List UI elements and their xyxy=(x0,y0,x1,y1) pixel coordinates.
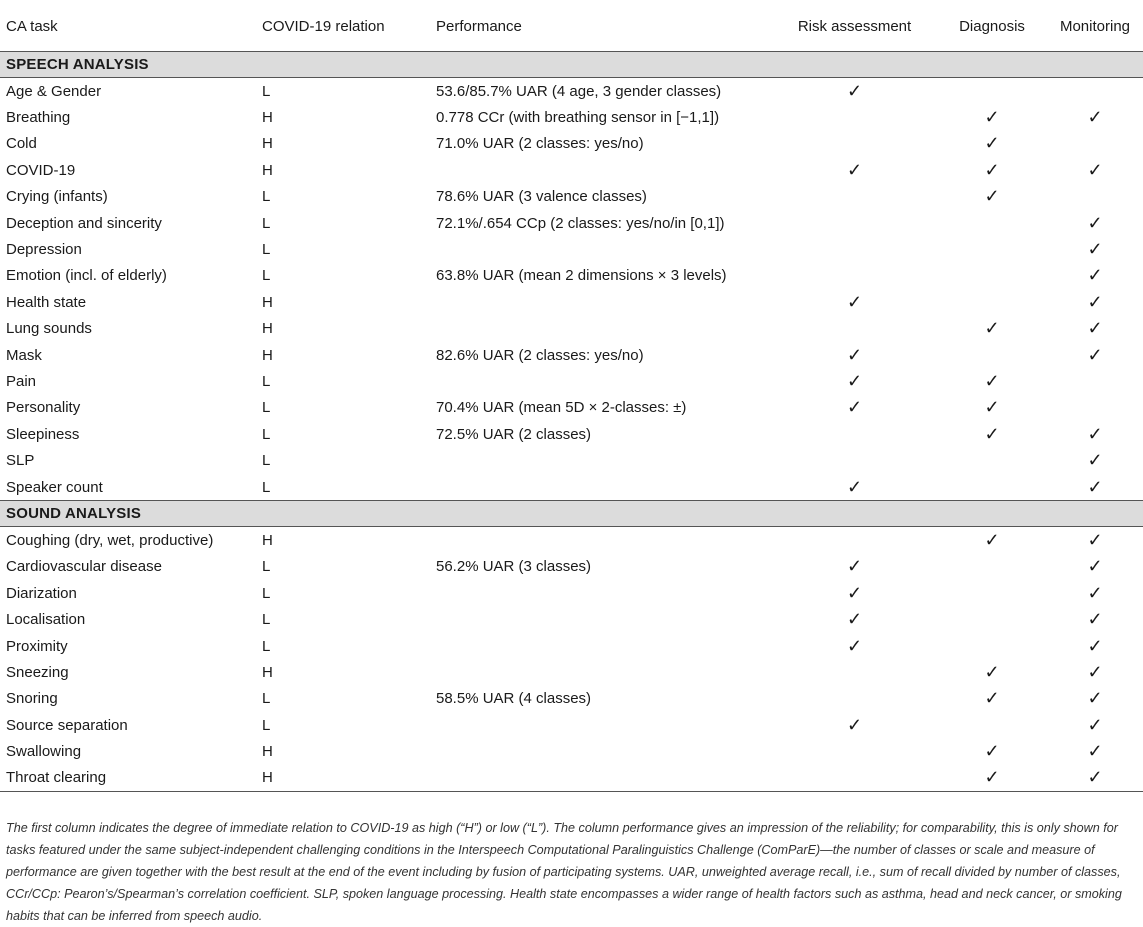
table-row xyxy=(0,765,1143,792)
cell-monitoring xyxy=(1047,131,1143,157)
cell-monitoring: ✓ xyxy=(1087,265,1103,286)
cell-performance xyxy=(430,527,772,554)
cell-task: Depression xyxy=(6,241,82,259)
cell-risk-assessment xyxy=(772,765,937,792)
cell-monitoring: ✓ xyxy=(1087,450,1103,471)
cell-monitoring: ✓ xyxy=(1087,609,1103,630)
cell-covid-relation: L xyxy=(262,637,271,655)
cell-diagnosis: ✓ xyxy=(984,159,1000,180)
header-row xyxy=(0,5,1143,52)
table-row xyxy=(0,236,1143,262)
cell-monitoring: ✓ xyxy=(1087,318,1103,339)
cell-performance: 53.6/85.7% UAR (4 age, 3 gender classes) xyxy=(436,82,722,100)
section-title: SOUND ANALYSIS xyxy=(0,501,1143,527)
cell-monitoring xyxy=(1047,78,1143,105)
cell-covid-relation: L xyxy=(262,425,271,443)
cell-risk-assessment: ✓ xyxy=(846,397,863,418)
cell-risk-assessment xyxy=(772,131,937,157)
header-diagnosis: Diagnosis xyxy=(937,5,1047,52)
table-row xyxy=(0,686,1143,712)
cell-covid-relation: H xyxy=(262,293,273,311)
cell-covid-relation: H xyxy=(262,663,273,681)
cell-monitoring: ✓ xyxy=(1087,635,1103,656)
cell-task: COVID-19 xyxy=(6,161,76,179)
cell-task: Source separation xyxy=(6,716,128,734)
table-row xyxy=(0,184,1143,210)
cell-monitoring: ✓ xyxy=(1087,212,1103,233)
header-ca-task: CA task xyxy=(0,5,256,52)
cell-monitoring xyxy=(1047,368,1143,394)
cell-diagnosis: ✓ xyxy=(937,765,1047,792)
cell-performance xyxy=(430,738,772,764)
table-row xyxy=(0,210,1143,236)
cell-covid-relation: H xyxy=(262,161,273,179)
cell-performance xyxy=(430,765,772,792)
cell-diagnosis xyxy=(937,580,1047,606)
cell-diagnosis xyxy=(937,474,1047,501)
cell-diagnosis xyxy=(937,78,1047,105)
cell-performance: 0.778 CCr (with breathing sensor in [−1,1]) xyxy=(436,109,720,127)
cell-diagnosis: ✓ xyxy=(984,318,1000,339)
cell-risk-assessment xyxy=(772,263,937,289)
table-footnote: The first column indicates the degree of immediate relation to COVID-19 as high (“H”) or low (“L”). The column performance gives an impression of the reliability; for comparability, this is only shown for tasks featured under the same subject-independent challenging conditions in the Interspeech Computational Paralinguistics Challenge (ComParE)—the number of classes or scale and measure of performance are given together with the best result at the end of the event including by fusion of participating systems. UAR, unweighted average recall, i.e., sum of recall divided by number of classes, CCr/CCp: Pearon’s/Spearman’s correlation coefficient. SLP, spoken language processing. Health state encompasses a wider range of health factors such as asthma, head and neck cancer, or smoking habits that can be inferred from speech audio. xyxy=(6,821,1122,923)
table-row xyxy=(0,633,1143,659)
cell-covid-relation: L xyxy=(262,584,271,602)
cell-task: Diarization xyxy=(6,584,77,602)
cell-risk-assessment xyxy=(772,447,937,473)
cell-diagnosis: ✓ xyxy=(984,370,1000,391)
cell-risk-assessment xyxy=(772,316,937,342)
cell-diagnosis xyxy=(937,342,1047,368)
cell-performance: 78.6% UAR (3 valence classes) xyxy=(436,188,647,206)
table-row xyxy=(0,527,1143,554)
table-row xyxy=(0,447,1143,473)
cell-diagnosis xyxy=(937,289,1047,315)
cell-covid-relation: H xyxy=(262,531,273,549)
cell-diagnosis: ✓ xyxy=(984,688,1000,709)
cell-diagnosis xyxy=(937,712,1047,738)
cell-risk-assessment: ✓ xyxy=(846,714,863,735)
cell-task: Localisation xyxy=(6,611,86,629)
cell-covid-relation: L xyxy=(262,452,271,470)
cell-task: Emotion (incl. of elderly) xyxy=(6,267,167,285)
section-title: SPEECH ANALYSIS xyxy=(0,52,1143,78)
cell-monitoring: ✓ xyxy=(1087,582,1103,603)
cell-covid-relation: L xyxy=(262,214,271,232)
cell-covid-relation: L xyxy=(262,690,271,708)
cell-diagnosis: ✓ xyxy=(984,107,1000,128)
header-monitoring: Monitoring xyxy=(1047,5,1143,52)
cell-risk-assessment xyxy=(772,104,937,130)
table-row xyxy=(0,157,1143,183)
cell-covid-relation: L xyxy=(262,716,271,734)
cell-monitoring: ✓ xyxy=(1087,107,1103,128)
cell-task: Throat clearing xyxy=(0,765,256,792)
cell-diagnosis xyxy=(937,633,1047,659)
cell-task: Breathing xyxy=(6,109,71,127)
cell-monitoring: ✓ xyxy=(1087,741,1103,762)
table-row xyxy=(0,659,1143,685)
cell-risk-assessment xyxy=(772,686,937,712)
cell-covid-relation: H xyxy=(262,346,273,364)
cell-task: Coughing (dry, wet, productive) xyxy=(6,531,214,549)
cell-performance xyxy=(430,474,772,501)
cell-performance xyxy=(430,580,772,606)
cell-monitoring: ✓ xyxy=(1087,661,1103,682)
table-row xyxy=(0,580,1143,606)
cell-diagnosis: ✓ xyxy=(984,133,1000,154)
section-header-row xyxy=(0,501,1143,527)
cell-monitoring: ✓ xyxy=(1087,556,1103,577)
table-row xyxy=(0,104,1143,130)
table-row xyxy=(0,368,1143,394)
cell-diagnosis: ✓ xyxy=(984,661,1000,682)
cell-task: Proximity xyxy=(6,637,68,655)
cell-risk-assessment: ✓ xyxy=(846,556,863,577)
cell-performance: 56.2% UAR (3 classes) xyxy=(436,558,592,576)
cell-performance xyxy=(430,316,772,342)
cell-diagnosis xyxy=(937,554,1047,580)
cell-performance: 70.4% UAR (mean 5D × 2-classes: ±) xyxy=(436,399,687,417)
cell-performance xyxy=(430,236,772,262)
cell-task: Pain xyxy=(6,372,37,390)
cell-monitoring: ✓ xyxy=(1047,765,1143,792)
cell-risk-assessment: ✓ xyxy=(846,344,863,365)
cell-performance xyxy=(430,606,772,632)
header-performance: Performance xyxy=(430,5,772,52)
cell-task: Lung sounds xyxy=(6,320,92,338)
cell-risk-assessment xyxy=(772,659,937,685)
table-row xyxy=(0,395,1143,421)
table-row xyxy=(0,263,1143,289)
cell-monitoring: ✓ xyxy=(1087,476,1103,497)
table-body xyxy=(0,52,1143,792)
cell-covid-relation: L xyxy=(262,611,271,629)
cell-covid-relation: L xyxy=(262,399,271,417)
cell-monitoring: ✓ xyxy=(1087,529,1103,550)
table-row xyxy=(0,316,1143,342)
cell-risk-assessment xyxy=(772,527,937,554)
cell-covid-relation: H xyxy=(262,135,273,153)
cell-diagnosis: ✓ xyxy=(984,397,1000,418)
cell-performance xyxy=(430,368,772,394)
cell-covid-relation: L xyxy=(262,267,271,285)
cell-risk-assessment: ✓ xyxy=(846,159,863,180)
cell-performance: 72.1%/.654 CCp (2 classes: yes/no/in [0,1]) xyxy=(436,214,725,232)
cell-covid-relation: L xyxy=(262,241,271,259)
cell-performance: 63.8% UAR (mean 2 dimensions × 3 levels) xyxy=(436,267,727,285)
cell-performance: 58.5% UAR (4 classes) xyxy=(436,690,592,708)
cell-risk-assessment: ✓ xyxy=(846,609,863,630)
cell-covid-relation: H xyxy=(262,743,273,761)
cell-monitoring: ✓ xyxy=(1087,714,1103,735)
cell-diagnosis: ✓ xyxy=(984,529,1000,550)
cell-performance: 72.5% UAR (2 classes) xyxy=(436,425,592,443)
cell-risk-assessment xyxy=(772,421,937,447)
table-row xyxy=(0,421,1143,447)
cell-diagnosis xyxy=(937,447,1047,473)
cell-covid-relation: H xyxy=(262,320,273,338)
cell-diagnosis xyxy=(937,263,1047,289)
cell-risk-assessment xyxy=(772,236,937,262)
cell-risk-assessment: ✓ xyxy=(846,635,863,656)
cell-performance xyxy=(430,712,772,738)
cell-diagnosis xyxy=(937,606,1047,632)
cell-covid-relation: L xyxy=(262,372,271,390)
cell-risk-assessment: ✓ xyxy=(846,582,863,603)
table-row xyxy=(0,554,1143,580)
cell-task: Cardiovascular disease xyxy=(6,558,162,576)
cell-task: Personality xyxy=(6,399,81,417)
cell-task: Age & Gender xyxy=(6,82,102,100)
cell-task: Mask xyxy=(6,346,42,364)
header-covid-relation: COVID-19 relation xyxy=(256,5,430,52)
table-row xyxy=(0,131,1143,157)
cell-monitoring xyxy=(1047,395,1143,421)
cell-covid-relation: L xyxy=(262,188,271,206)
cell-risk-assessment: ✓ xyxy=(846,370,863,391)
cell-covid-relation: L xyxy=(262,478,271,496)
table-row xyxy=(0,78,1143,105)
cell-monitoring: ✓ xyxy=(1087,344,1103,365)
cell-diagnosis: ✓ xyxy=(984,423,1000,444)
cell-task: Sleepiness xyxy=(6,425,80,443)
cell-risk-assessment: ✓ xyxy=(846,291,863,312)
cell-performance xyxy=(430,157,772,183)
cell-task: Speaker count xyxy=(6,478,103,496)
cell-performance: 71.0% UAR (2 classes: yes/no) xyxy=(436,135,644,153)
cell-diagnosis xyxy=(937,236,1047,262)
cell-risk-assessment xyxy=(772,210,937,236)
table-row xyxy=(0,342,1143,368)
cell-diagnosis: ✓ xyxy=(984,741,1000,762)
cell-task: Snoring xyxy=(6,690,58,708)
cell-risk-assessment: ✓ xyxy=(846,80,863,101)
cell-performance xyxy=(430,633,772,659)
cell-monitoring xyxy=(1047,184,1143,210)
cell-risk-assessment xyxy=(772,184,937,210)
cell-performance xyxy=(430,289,772,315)
cell-diagnosis: ✓ xyxy=(984,186,1000,207)
cell-task: Health state xyxy=(6,293,87,311)
cell-risk-assessment: ✓ xyxy=(846,476,863,497)
cell-monitoring: ✓ xyxy=(1087,291,1103,312)
table-row xyxy=(0,474,1143,501)
cell-performance xyxy=(430,447,772,473)
cell-covid-relation: H xyxy=(262,109,273,127)
cell-task: Deception and sincerity xyxy=(6,214,162,232)
cell-monitoring: ✓ xyxy=(1087,239,1103,260)
section-header-row xyxy=(0,52,1143,78)
cell-diagnosis xyxy=(937,210,1047,236)
table-row xyxy=(0,289,1143,315)
cell-covid-relation: L xyxy=(262,558,271,576)
table-row xyxy=(0,606,1143,632)
table-row xyxy=(0,712,1143,738)
cell-performance: 82.6% UAR (2 classes: yes/no) xyxy=(436,346,644,364)
table-row xyxy=(0,738,1143,764)
cell-task: SLP xyxy=(6,452,35,470)
cell-monitoring: ✓ xyxy=(1087,423,1103,444)
cell-task: Cold xyxy=(6,135,37,153)
cell-task: Crying (infants) xyxy=(6,188,108,206)
header-risk-assessment: Risk assessment xyxy=(772,5,937,52)
cell-covid-relation: L xyxy=(262,82,271,100)
cell-risk-assessment xyxy=(772,738,937,764)
ca-task-table xyxy=(0,5,1143,792)
cell-performance xyxy=(430,659,772,685)
cell-monitoring: ✓ xyxy=(1087,688,1103,709)
cell-task: Swallowing xyxy=(6,743,82,761)
cell-task: Sneezing xyxy=(6,663,69,681)
cell-covid-relation: H xyxy=(256,765,430,792)
cell-monitoring: ✓ xyxy=(1087,159,1103,180)
